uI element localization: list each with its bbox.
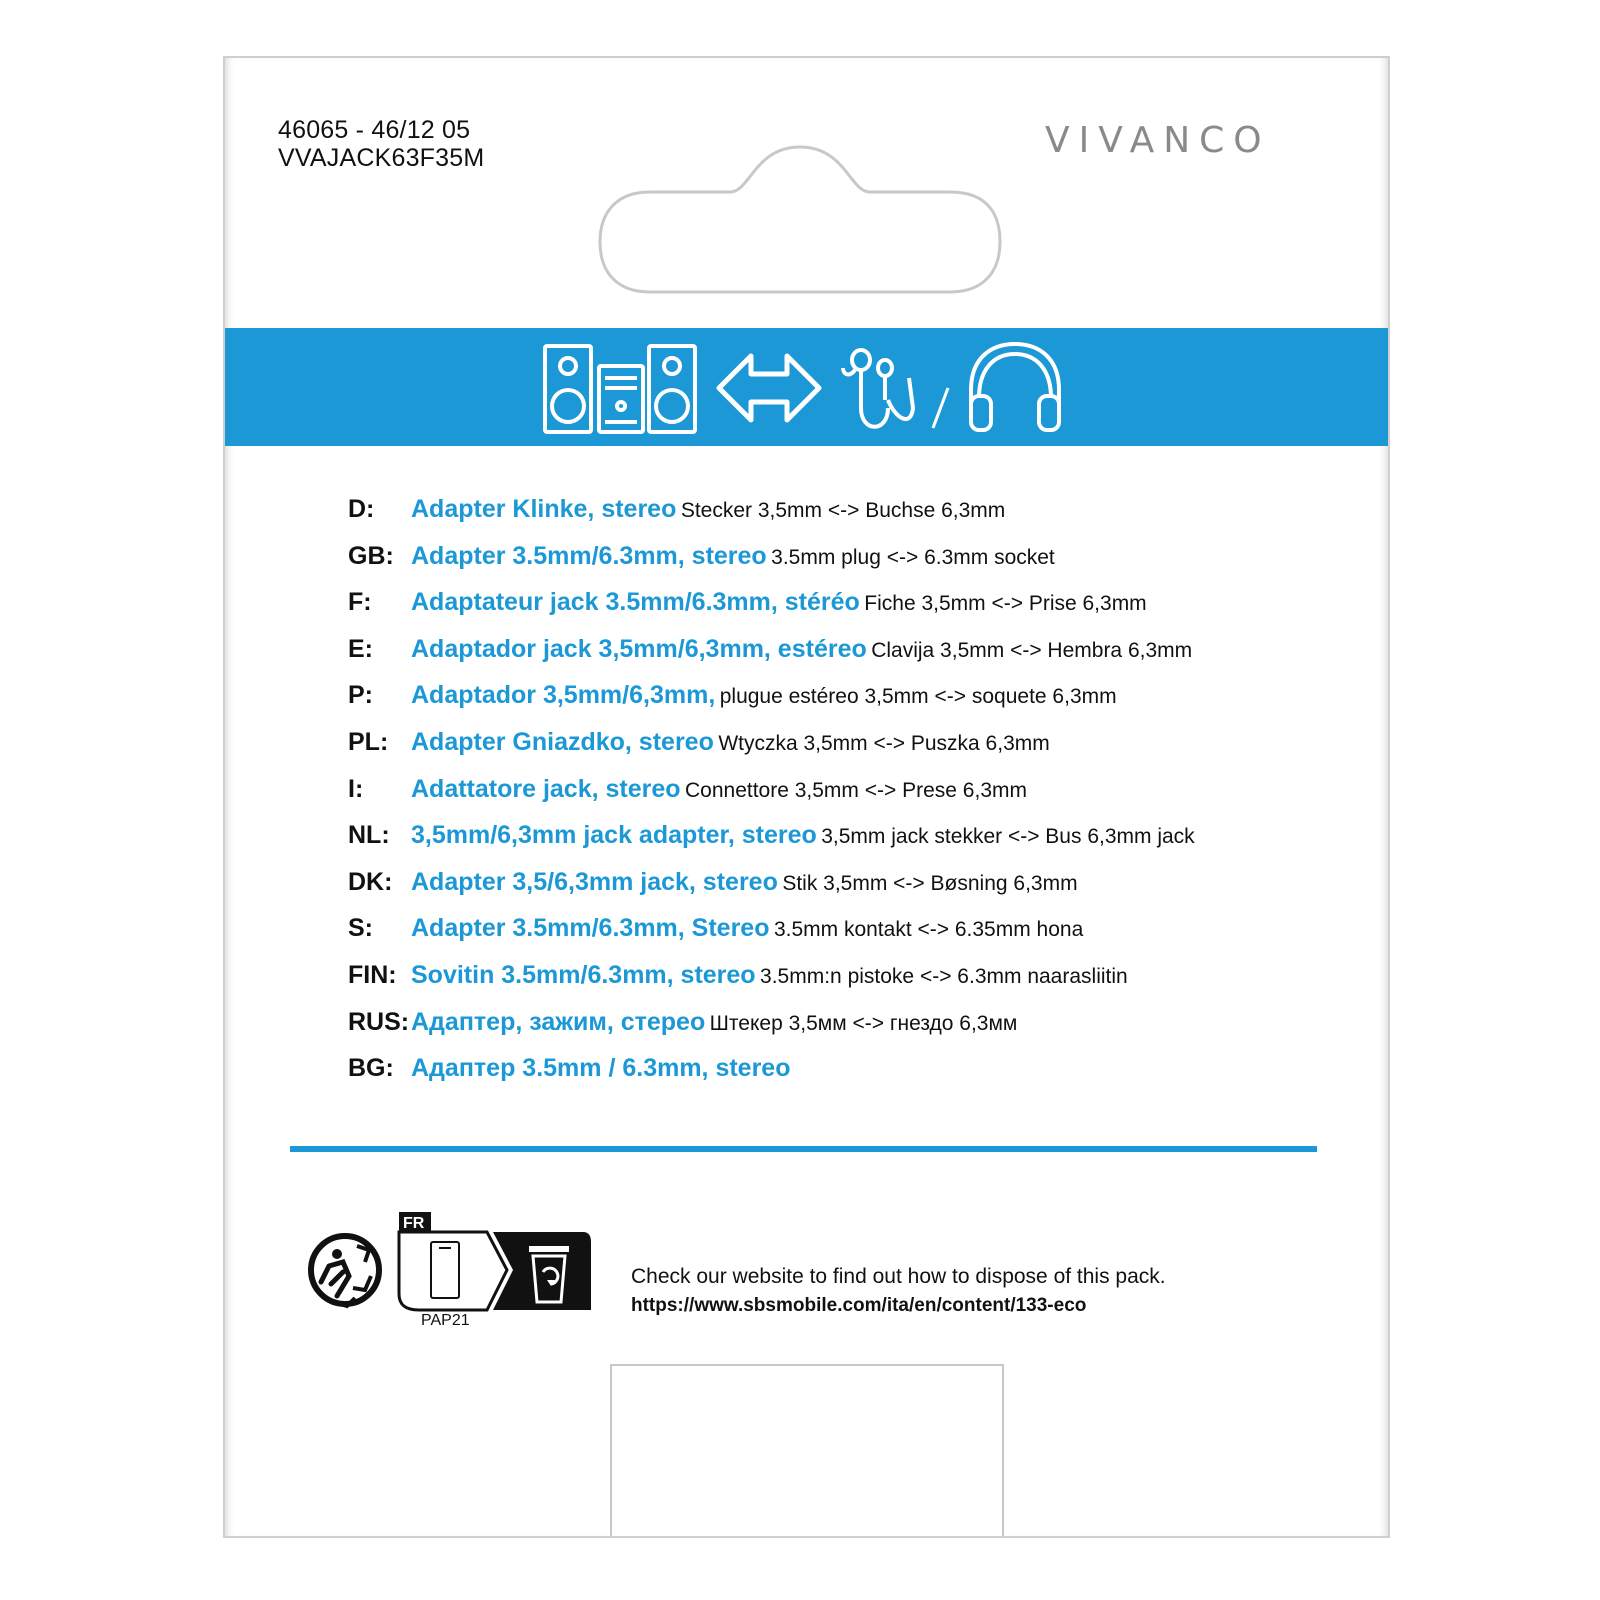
language-code: GB: xyxy=(348,541,394,570)
language-title: Adapter Klinke, stereo xyxy=(411,495,677,523)
language-title: 3,5mm/6,3mm jack adapter, stereo xyxy=(411,821,817,850)
bottom-window-cutout xyxy=(610,1364,1004,1538)
list-item xyxy=(348,960,1328,1007)
language-desc: Clavija 3,5mm <-> Hembra 6,3mm xyxy=(871,638,1193,662)
language-title: Sovitin 3.5mm/6.3mm, stereo xyxy=(411,960,756,989)
language-title: Adaptador jack 3,5mm/6,3mm, estéreo xyxy=(411,634,867,663)
list-item xyxy=(348,1053,1328,1100)
language-code: F: xyxy=(348,588,372,617)
divider xyxy=(290,1146,1317,1152)
brand-logo: VIVANCO xyxy=(1045,120,1271,161)
language-desc: Wtyczka 3,5mm <-> Puszka 6,3mm xyxy=(718,731,1050,755)
list-item xyxy=(348,680,1328,727)
article-code-block xyxy=(278,116,484,172)
list-item xyxy=(348,541,1328,588)
language-code: BG: xyxy=(348,1054,394,1083)
language-title: Adattatore jack, stereo xyxy=(411,774,681,803)
language-title: Adapter 3.5mm/6.3mm, stereo xyxy=(411,541,767,570)
language-code: I: xyxy=(348,774,364,803)
model-number: VVAJACK63F35M xyxy=(278,144,485,172)
language-title: Adapter Gniazdko, stereo xyxy=(411,727,714,756)
language-code: D: xyxy=(348,495,375,523)
language-title: Адаптер, зажим, стерео xyxy=(411,1007,706,1036)
language-code: FIN: xyxy=(348,960,397,989)
language-desc: plugue estéreo 3,5mm <-> soquete 6,3mm xyxy=(719,685,1117,709)
language-code: RUS: xyxy=(348,1007,410,1036)
language-code: E: xyxy=(348,634,373,663)
language-code: S: xyxy=(348,914,373,943)
packaging-back-card xyxy=(223,56,1390,1538)
headphones-icon xyxy=(971,344,1059,430)
dispose-text: Check our website to find out how to dispose of this pack. xyxy=(631,1265,1166,1288)
list-item xyxy=(348,494,1328,541)
language-title: Adaptateur jack 3.5mm/6.3mm, stéréo xyxy=(411,588,860,617)
language-desc: Connettore 3,5mm <-> Prese 6,3mm xyxy=(685,778,1027,802)
list-item xyxy=(348,867,1328,914)
language-desc: 3,5mm jack stekker <-> Bus 6,3mm jack xyxy=(821,825,1195,849)
language-code: DK: xyxy=(348,867,393,896)
list-item xyxy=(348,634,1328,681)
material-code: PAP21 xyxy=(421,1312,470,1329)
language-desc: 3.5mm:n pistoke <-> 6.3mm naarasliitin xyxy=(760,964,1128,988)
list-item xyxy=(348,774,1328,821)
list-item xyxy=(348,820,1328,867)
language-title: Adapter 3.5mm/6.3mm, Stereo xyxy=(411,914,770,943)
stereo-system-icon xyxy=(545,346,695,432)
list-item xyxy=(348,587,1328,634)
language-desc: 3.5mm kontakt <-> 6.35mm hona xyxy=(773,918,1084,942)
eco-labels xyxy=(307,1210,597,1320)
language-code: NL: xyxy=(348,821,390,850)
language-title: Adapter 3,5/6,3mm jack, stereo xyxy=(411,867,778,896)
list-item xyxy=(348,913,1328,960)
dispose-url: https://www.sbsmobile.com/ita/en/content/133-eco xyxy=(631,1295,1087,1316)
country-code: FR xyxy=(403,1215,425,1232)
language-code: PL: xyxy=(348,727,389,756)
info-tri-label xyxy=(399,1212,591,1310)
earphones-icon xyxy=(843,350,913,427)
list-item xyxy=(348,1007,1328,1054)
connection-icons xyxy=(543,338,1083,438)
language-title: Адаптер 3.5mm / 6.3mm, stereo xyxy=(411,1054,791,1083)
language-desc: 3.5mm plug <-> 6.3mm socket xyxy=(771,545,1055,569)
icon-band xyxy=(225,328,1388,446)
language-desc: Stik 3,5mm <-> Bøsning 6,3mm xyxy=(782,871,1078,895)
language-list xyxy=(348,494,1328,1100)
language-desc: Stecker 3,5mm <-> Buchse 6,3mm xyxy=(680,499,1006,522)
language-desc: Штекер 3,5мм <-> гнездо 6,3мм xyxy=(709,1011,1018,1035)
language-code: P: xyxy=(348,681,373,710)
hang-hole-icon xyxy=(580,142,1020,302)
triman-icon xyxy=(311,1236,379,1306)
language-desc: Fiche 3,5mm <-> Prise 6,3mm xyxy=(864,592,1147,616)
bidirectional-arrow-icon xyxy=(719,356,819,420)
language-title: Adaptador 3,5mm/6,3mm, xyxy=(411,681,716,710)
article-numbers: 46065 - 46/12 05 xyxy=(278,116,471,144)
list-item xyxy=(348,727,1328,774)
dispose-info xyxy=(631,1262,1166,1320)
